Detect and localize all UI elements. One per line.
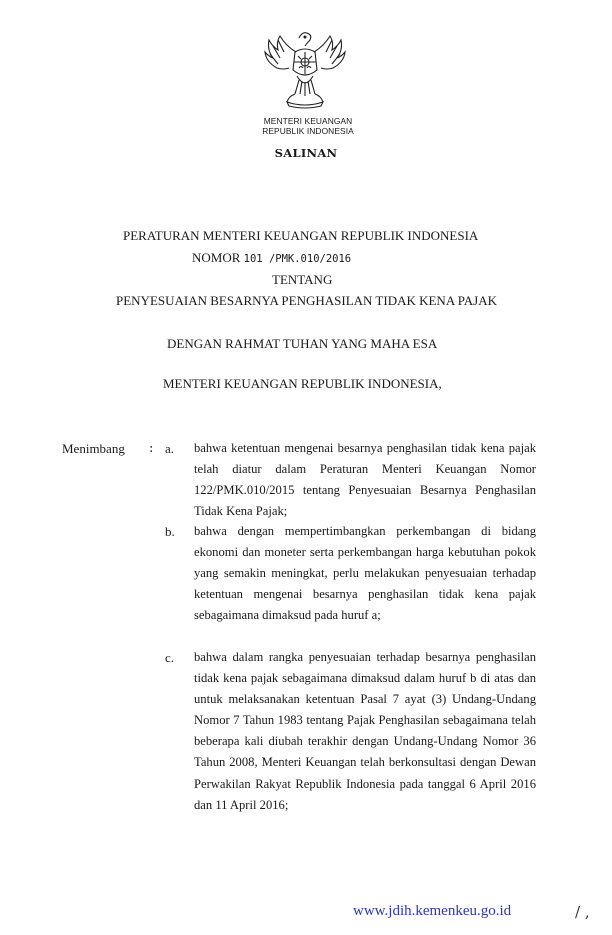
number-label: NOMOR (192, 250, 241, 265)
garuda-emblem-icon (263, 28, 347, 110)
regulation-title: PERATURAN MENTERI KEUANGAN REPUBLIK INDONESIA (123, 228, 479, 243)
considering-label: Menimbang (62, 441, 125, 456)
considering-item-a: bahwa ketentuan mengenai besarnya penghasilan tidak kena pajak telah diatur dalam Peraturan Menteri Keuangan Nomor 122/PMK.010/2015 tentang Penyesuaian Besarnya Penghasilan Tidak Kena Pajak; (194, 441, 536, 519)
regulation-subject: PENYESUAIAN BESARNYA PENGHASILAN TIDAK KENA PAJAK (116, 293, 498, 308)
about-label: TENTANG (272, 272, 333, 287)
invocation: DENGAN RAHMAT TUHAN YANG MAHA ESA (167, 336, 438, 351)
regulation-number (192, 250, 351, 266)
item-letter-a: a. (165, 441, 175, 456)
footer-url-link[interactable]: www.jdih.kemenkeu.go.id (353, 903, 512, 919)
item-letter-c: c. (165, 650, 175, 665)
page-mark: / , (575, 903, 590, 921)
item-letter-b: b. (165, 524, 175, 539)
considering-item-b: bahwa dengan mempertimbangkan perkembangan di bidang ekonomi dan moneter serta perkembangan harga kebutuhan pokok yang semakin meningkat, perlu melakukan penyesuaian terhadap ketentuan mengenai besarnya penghasilan tidak kena pajak sebagaimana dimaksud pada huruf a; (194, 524, 536, 623)
considering-item-c: bahwa dalam rangka penyesuaian terhadap besarnya penghasilan tidak kena pajak sebagaimana dimaksud dalam huruf b di atas dan untuk melaksanakan ketentuan Pasal 7 ayat (3) Undang-Undang Nomor 7 Tahun 1983 tentang Pajak Penghasilan sebagaimana telah beberapa kali diubah terakhir dengan Undang-Undang Nomor 36 Tahun 2008, Menteri Keuangan telah berkonsultasi dengan Dewan Perwakilan Rakyat Republik Indonesia pada tanggal 6 April 2016 dan 11 April 2016; (194, 650, 536, 812)
issuing-authority: MENTERI KEUANGAN REPUBLIK INDONESIA, (163, 376, 442, 391)
considering-colon: : (149, 441, 154, 456)
number-value: 101 /PMK.010/2016 (243, 253, 352, 265)
copy-label: SALINAN (274, 146, 338, 160)
ministry-name-line2: REPUBLIK INDONESIA (262, 126, 354, 136)
ministry-name-line1: MENTERI KEUANGAN (263, 116, 353, 126)
